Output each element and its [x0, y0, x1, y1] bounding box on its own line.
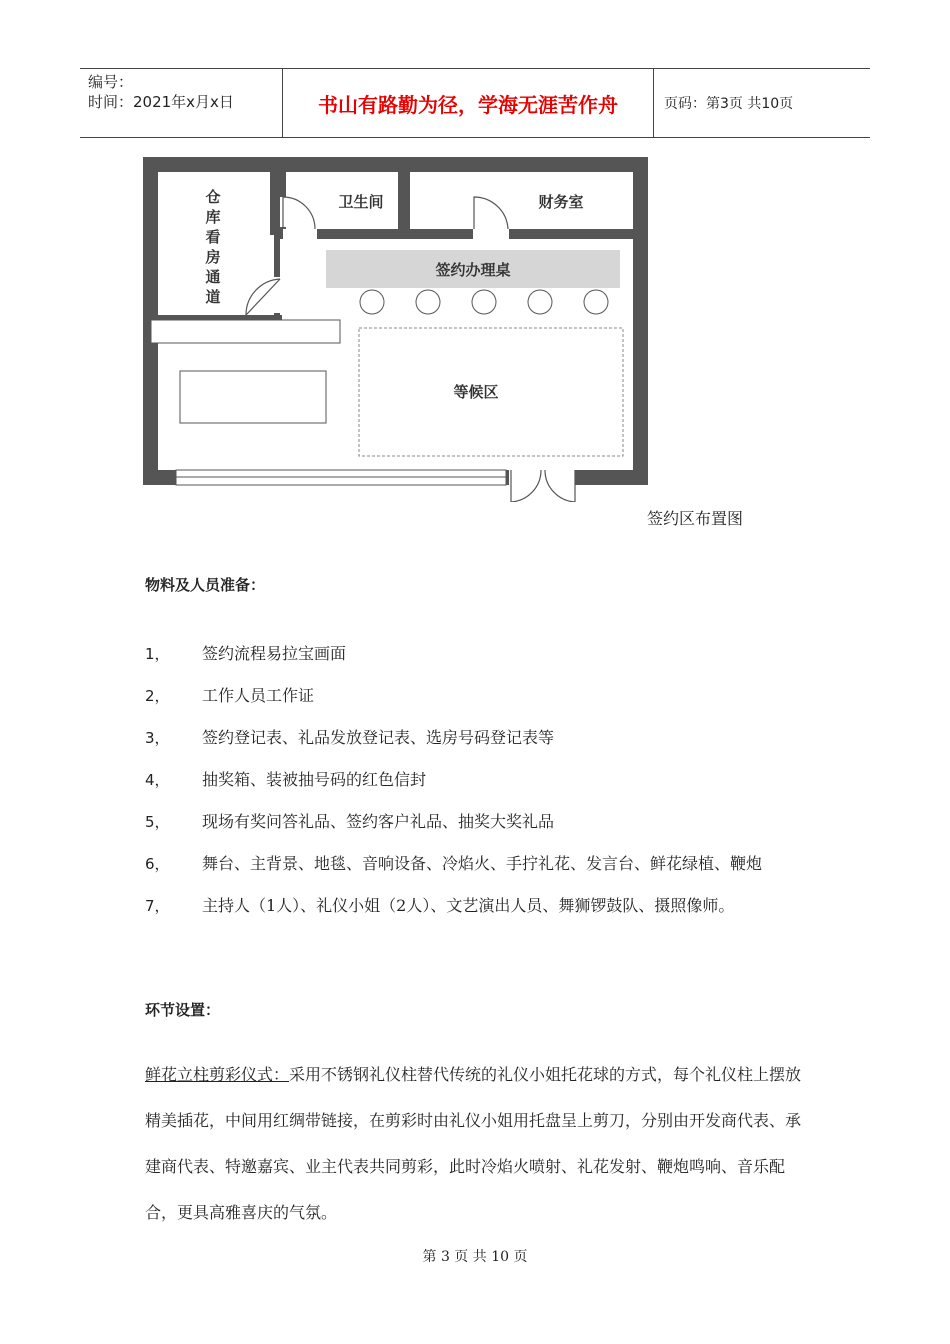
list-item	[145, 801, 815, 843]
reception-counter	[151, 320, 340, 343]
chair	[360, 290, 384, 314]
list-item-text: 工作人员工作证	[202, 686, 315, 705]
list-item-text: 现场有奖问答礼品、签约客户礼品、抽奖大奖礼品	[202, 812, 555, 831]
room-warehouse-char: 看	[205, 228, 221, 246]
header-meta	[80, 69, 282, 137]
list-item-text: 舞台、主背景、地毯、音响设备、冷焰火、手拧礼花、发言台、鲜花绿植、鞭炮	[202, 854, 763, 873]
list-item	[145, 717, 815, 759]
header-motto: 书山有路勤为径，学海无涯苦作舟	[282, 69, 654, 137]
entrance-gap	[509, 470, 575, 485]
toilet-door-gap	[283, 229, 317, 239]
room-warehouse-char: 房	[205, 248, 221, 266]
code-label: 编号：	[88, 73, 134, 91]
list-item-text: 主持人（1人）、礼仪小姐（2人）、文艺演出人员、舞狮锣鼓队、摄照像师。	[202, 896, 735, 915]
room-warehouse-char: 库	[205, 208, 221, 226]
list-item	[145, 843, 815, 885]
room-warehouse-char: 道	[205, 288, 221, 306]
list-item-number: 1，	[145, 645, 170, 663]
signing-desk-label: 签约办理桌	[435, 261, 511, 279]
time-label: 时间：2021年x月x日	[88, 93, 234, 111]
list-item-number: 6，	[145, 855, 170, 873]
list-item	[145, 759, 815, 801]
header-page-label: 页码：第3页 共10页	[664, 96, 794, 112]
ceremony-body: 采用不锈钢礼仪柱替代传统的礼仪小姐托花球的方式，每个礼仪柱上摆放精美插花，中间用红绸带链接，在剪彩时由礼仪小姐用托盘呈上剪刀，分别由开发商代表、承建商代表、特邀嘉宾、业主代表共同剪彩，此时冷焰火喷射、礼花发射、鞭炮鸣响、音乐配合，更具高雅喜庆的气氛。	[145, 1065, 802, 1222]
list-item	[145, 633, 815, 675]
room-warehouse-char: 通	[205, 268, 221, 286]
list-item-number: 2，	[145, 687, 170, 705]
list-item-text: 签约登记表、礼品发放登记表、选房号码登记表等	[202, 728, 555, 747]
room-toilet-label: 卫生间	[338, 193, 384, 211]
chair	[416, 290, 440, 314]
wall-offices-bottom	[280, 229, 633, 239]
finance-door-gap	[473, 229, 509, 239]
list-item-number: 4，	[145, 771, 170, 789]
list-item-number: 3，	[145, 729, 170, 747]
wall-offices-divider	[398, 172, 410, 239]
ceremony-paragraph	[145, 1052, 805, 1236]
chair	[472, 290, 496, 314]
list-item	[145, 675, 815, 717]
plan-caption: 签约区布置图	[647, 509, 744, 528]
materials-title: 物料及人员准备：	[145, 576, 266, 594]
floor-plan-drawing	[143, 157, 648, 502]
list-item-text: 抽奖箱、装被抽号码的红色信封	[202, 770, 427, 789]
floor-plan	[143, 157, 648, 502]
page-footer: 第 3 页 共 10 页	[422, 1249, 528, 1265]
room-warehouse-char: 仓	[205, 188, 221, 206]
ceremony-lead: 鲜花立柱剪彩仪式：	[145, 1065, 290, 1084]
chair	[528, 290, 552, 314]
list-item-number: 7，	[145, 897, 170, 915]
materials-list	[145, 633, 815, 927]
display-table	[180, 371, 326, 423]
list-item-number: 5，	[145, 813, 170, 831]
section2-title: 环节设置：	[145, 1001, 221, 1019]
room-finance-label: 财务室	[538, 193, 584, 211]
chair	[584, 290, 608, 314]
page-header	[80, 68, 870, 138]
list-item	[145, 885, 815, 927]
list-item-text: 签约流程易拉宝画面	[202, 644, 347, 663]
waiting-area-label: 等候区	[453, 383, 499, 401]
